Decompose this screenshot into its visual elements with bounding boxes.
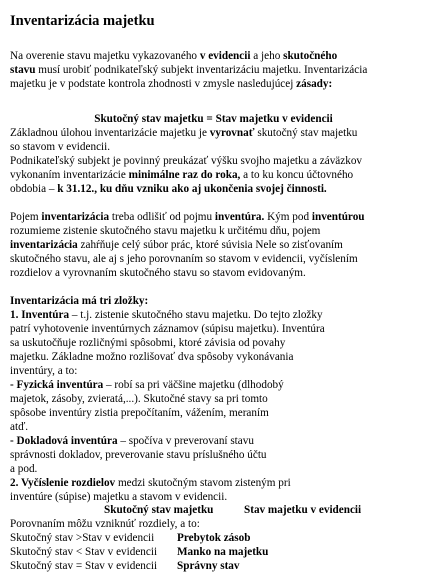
para2-line-4: vykonaním inventarizácie minimálne raz do roka, a to ku koncu účtovného	[10, 169, 354, 181]
phase-1-line-4: majetku. Základne možno rozlišovať dva spôsoby vykonávania	[10, 351, 294, 363]
table-cell-left: Skutočný stav < Stav v evidencii	[10, 546, 158, 558]
para3-line-1: Pojem inventarizácia treba odlišiť od pojmu inventúra. Kým pod inventúrou	[10, 211, 365, 223]
para2-line-5: obdobia – k 31.12., ku dňu vzniku ako aj ukončenia svojej činnosti.	[10, 183, 327, 195]
intro-line-2: stavu musí urobiť podnikateľský subjekt inventarizáciu majetku. Inventarizácia	[10, 64, 368, 76]
phase-2-line-2: inventúre (súpise) majetku a stavom v evidencii.	[10, 491, 228, 503]
para3-line-2: rozumieme zistenie skutočného stavu majetku k určitému dňu, pojem	[10, 225, 321, 237]
table-cell-right: Prebytok zásob	[177, 532, 251, 544]
phase-1-line-2: patrí vyhotovenie inventúrnych záznamov (súpisu majetku). Inventúra	[10, 323, 325, 335]
table-row	[10, 531, 250, 545]
intro-line-3: majetku je v podstate kontrola zhodnosti v zmysle nasledujúcej zásady:	[10, 78, 333, 90]
para3-line-5: rozdielov a vyrovnaním skutočného stavu so stavom evidovaným.	[10, 267, 306, 279]
para2-line-3: Podnikateľský subjekt je povinný preukázať výšku svojho majetku a záväzkov	[10, 155, 363, 167]
physical-inventory-line-2: majetok, zásoby, zvieratá,...). Skutočné stavy sa pri tomto	[10, 393, 268, 405]
principle-line: Skutočný stav majetku = Stav majetku v evidencii	[94, 113, 333, 125]
phase-1-line-5: inventúry, a to:	[10, 365, 78, 377]
phase-2-line-1: 2. Vyčíslenie rozdielov medzi skutočným stavom zisteným pri	[10, 477, 291, 489]
table-header-right: Stav majetku v evidencii	[244, 504, 362, 516]
intro-line-1: Na overenie stavu majetku vykazovaného v evidencii a jeho skutočného	[10, 50, 338, 62]
physical-inventory-line-1: - Fyzická inventúra – robí sa pri väčšine majetku (dlhodobý	[10, 379, 284, 391]
table-row	[10, 559, 239, 573]
para3-line-3: inventarizácia zahŕňuje celý súbor prác, ktoré súvisia Nele so zisťovaním	[10, 239, 343, 251]
table-cell-right: Manko na majetku	[177, 546, 269, 558]
table-cell-left: Skutočný stav >Stav v evidencii	[10, 532, 155, 544]
table-intro: Porovnaním môžu vzniknúť rozdiely, a to:	[10, 518, 200, 530]
table-row	[10, 545, 268, 559]
table-cell-left: Skutočný stav = Stav v evidencii	[10, 560, 158, 572]
para3-line-4: skutočného stavu, ale aj s jeho porovnaním so stavom v evidencii, vyčíslením	[10, 253, 358, 265]
page-title: Inventarizácia majetku	[10, 13, 155, 29]
physical-inventory-line-3: spôsobe inventúry zistia prepočítaním, vážením, meraním	[10, 407, 269, 419]
para2-line-2: so stavom v evidencii.	[10, 141, 111, 153]
phase-1-line-3: sa uskutočňuje rozličnými spôsobmi, ktoré závisia od povahy	[10, 337, 286, 349]
table-cell-right: Správny stav	[177, 560, 240, 572]
document-inventory-line-2: správnosti dokladov, preverovanie stavu príslušného účtu	[10, 449, 267, 461]
physical-inventory-line-4: atď.	[10, 421, 29, 433]
document-inventory-line-3: a pod.	[10, 463, 38, 475]
table-header-left: Skutočný stav majetku	[104, 504, 214, 516]
para2-line-1: Základnou úlohou inventarizácie majetku je vyrovnať skutočný stav majetku	[10, 127, 358, 139]
phase-1-line-1: 1. Inventúra – t.j. zistenie skutočného stavu majetku. Do tejto zložky	[10, 309, 323, 321]
document-inventory-line-1: - Dokladová inventúra – spočíva v preverovaní stavu	[10, 435, 254, 447]
phases-heading: Inventarizácia má tri zložky:	[10, 295, 149, 307]
